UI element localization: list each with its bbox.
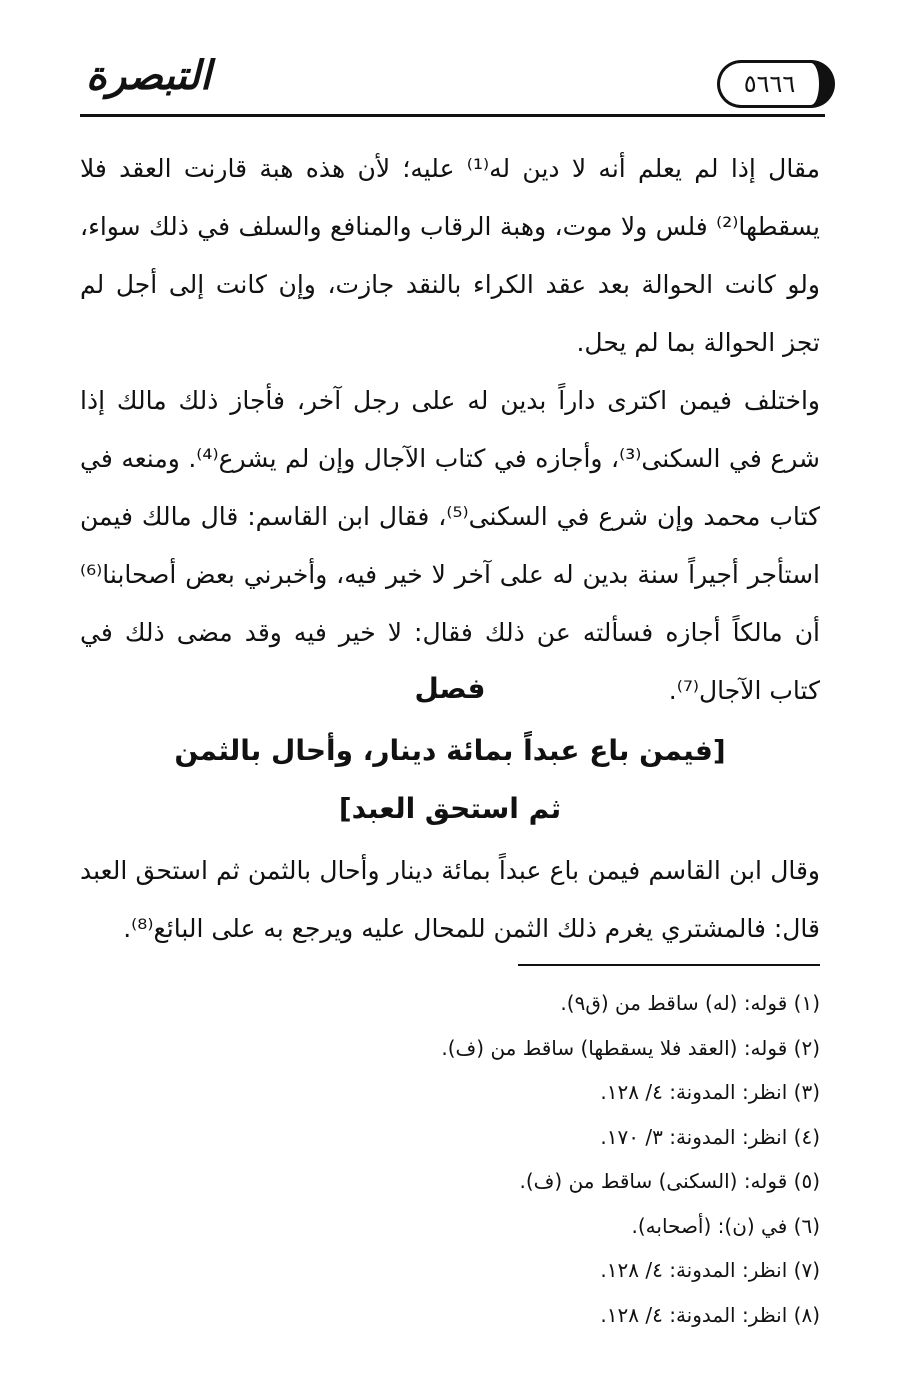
paragraph-2-text: واختلف فيمن اكترى داراً بدين له على رجل آخر، فأجاز ذلك مالك إذا شرع في السكنى⁽³⁾، وأجازه في كتاب الآجال وإن لم يشرع⁽⁴⁾. ومنعه في كتاب محمد وإن شرع في السكنى⁽⁵⁾، فقال ابن القاسم: قال مالك فيمن استأجر أجيراً سنة بدين له على آخر لا خير فيه، وأخبرني بعض أصحابنا⁽⁶⁾ أن مالكاً أجازه فسألته عن ذلك فقال: لا خير فيه وقد مضى ذلك في كتاب الآجال⁽⁷⁾. — [80, 386, 820, 705]
section-label: فصل — [414, 672, 486, 705]
footnote-5: (٥) قوله: (السكنى) ساقط من (ف). — [519, 1169, 820, 1193]
section-title-line2: ثم استحق العبد] — [338, 792, 562, 825]
header-rule — [80, 114, 825, 117]
paragraph-3 — [80, 842, 820, 958]
footnote-1: (١) قوله: (له) ساقط من (ق٩). — [560, 991, 820, 1015]
footnote-2: (٢) قوله: (العقد فلا يسقطها) ساقط من (ف). — [441, 1035, 820, 1060]
section-title-line1: [فيمن باع عبداً بمائة دينار، وأحال بالثمن — [174, 734, 726, 767]
paragraph-1-text: مقال إذا لم يعلم أنه لا دين له⁽¹⁾ عليه؛ لأن هذه هبة قارنت العقد فلا يسقطها⁽²⁾ فلس ولا موت، وهبة الرقاب والمنافع والسلف في ذلك سواء، ولو كانت الحوالة بعد عقد الكراء بالنقد جازت، وإن كانت إلى أجل لم تجز الحوالة بما لم يحل. — [80, 154, 820, 357]
footnote-separator — [518, 964, 820, 966]
footnotes — [80, 988, 820, 1344]
footnote-7: (٧) انظر: المدونة: ٤/ ١٢٨. — [600, 1258, 820, 1282]
page-number-badge — [717, 60, 835, 108]
footnote-3: (٣) انظر: المدونة: ٤/ ١٢٨. — [600, 1080, 820, 1104]
footnote-4: (٤) انظر: المدونة: ٣/ ١٧٠. — [600, 1124, 820, 1149]
paragraph-3-text: وقال ابن القاسم فيمن باع عبداً بمائة دينار وأحال بالثمن ثم استحق العبد قال: فالمشتري يغرم ذلك الثمن للمحال عليه ويرجع به على البائع⁽⁸⁾. — [80, 856, 820, 943]
paragraph-2 — [80, 372, 820, 720]
footnote-8: (٨) انظر: المدونة: ٤/ ١٢٨. — [600, 1302, 820, 1327]
book-title: التبصرة — [86, 52, 212, 99]
footnote-6: (٦) في (ن): (أصحابه). — [631, 1213, 820, 1238]
paragraph-1 — [80, 140, 820, 372]
page-header — [80, 52, 825, 122]
page-number: ٥٦٦٦ — [743, 70, 796, 98]
